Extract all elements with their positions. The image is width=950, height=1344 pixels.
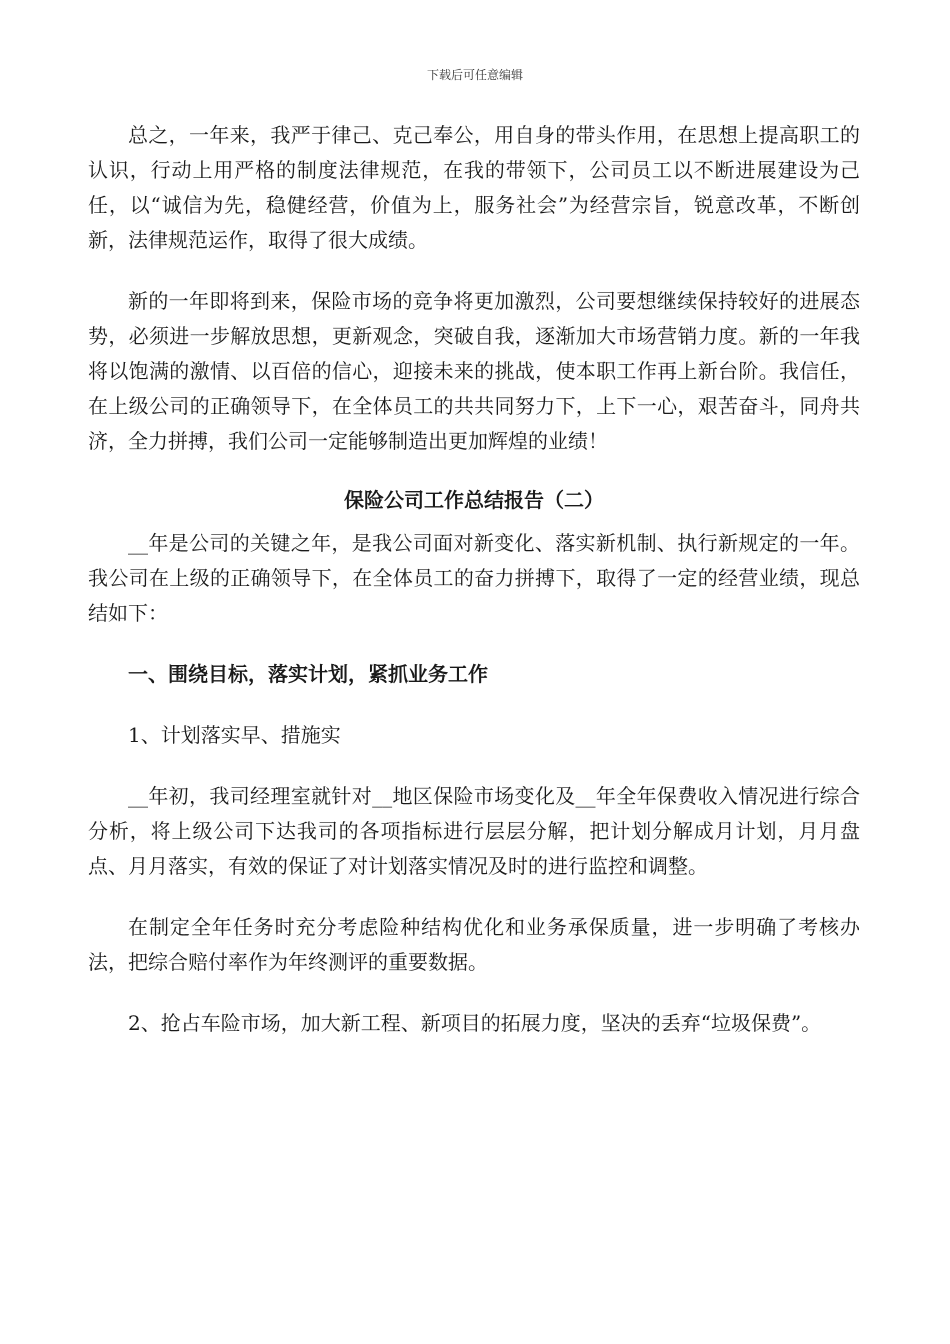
header-note: 下载后可任意编辑 bbox=[426, 68, 523, 82]
document-body bbox=[88, 118, 860, 1041]
paragraph-task: 在制定全年任务时充分考虑险种结构优化和业务承保质量，进一步明确了考核办法，把综合赔付率作为年终测评的重要数据。 bbox=[88, 915, 860, 974]
subheading-1: 1、计划落实早、措施实 bbox=[128, 723, 341, 747]
paragraph-summary: 总之，一年来，我严于律己、克己奉公，用自身的带头作用，在思想上提高职工的认识，行动上用严格的制度法律规范，在我的带领下，公司员工以不断进展建设为己任，以“诚信为先，稳健经营，价值为上，服务社会”为经营宗旨，锐意改革，不断创新，法律规范运作，取得了很大成绩。 bbox=[88, 123, 860, 252]
paragraph-plan: __年初，我司经理室就针对__地区保险市场变化及__年全年保费收入情况进行综合分析，将上级公司下达我司的各项指标进行层层分解，把计划分解成月计划，月月盘点、月月落实，有效的保证了对计划落实情况及时的进行监控和调整。 bbox=[88, 784, 860, 878]
subheading-2: 2、抢占车险市场，加大新工程、新项目的拓展力度，坚决的丢弃“垃圾保费”。 bbox=[128, 1011, 822, 1035]
section-heading-1: 一、围绕目标，落实计划，紧抓业务工作 bbox=[128, 662, 488, 686]
paragraph-outlook: 新的一年即将到来，保险市场的竞争将更加激烈，公司要想继续保持较好的进展态势，必须进一步解放思想，更新观念，突破自我，逐渐加大市场营销力度。新的一年我将以饱满的激情、以百倍的信心，迎接未来的挑战，使本职工作再上新台阶。我信任，在上级公司的正确领导下，在全体员工的共共同努力下，上下一心，艰苦奋斗，同舟共济，全力拼搏，我们公司一定能够制造出更加辉煌的业绩！ bbox=[88, 289, 860, 453]
document-title: 保险公司工作总结报告（二） bbox=[344, 488, 604, 512]
paragraph-intro: __年是公司的关键之年，是我公司面对新变化、落实新机制、执行新规定的一年。我公司在上级的正确领导下，在全体员工的奋力拼搏下，取得了一定的经营业绩，现总结如下： bbox=[88, 531, 860, 625]
